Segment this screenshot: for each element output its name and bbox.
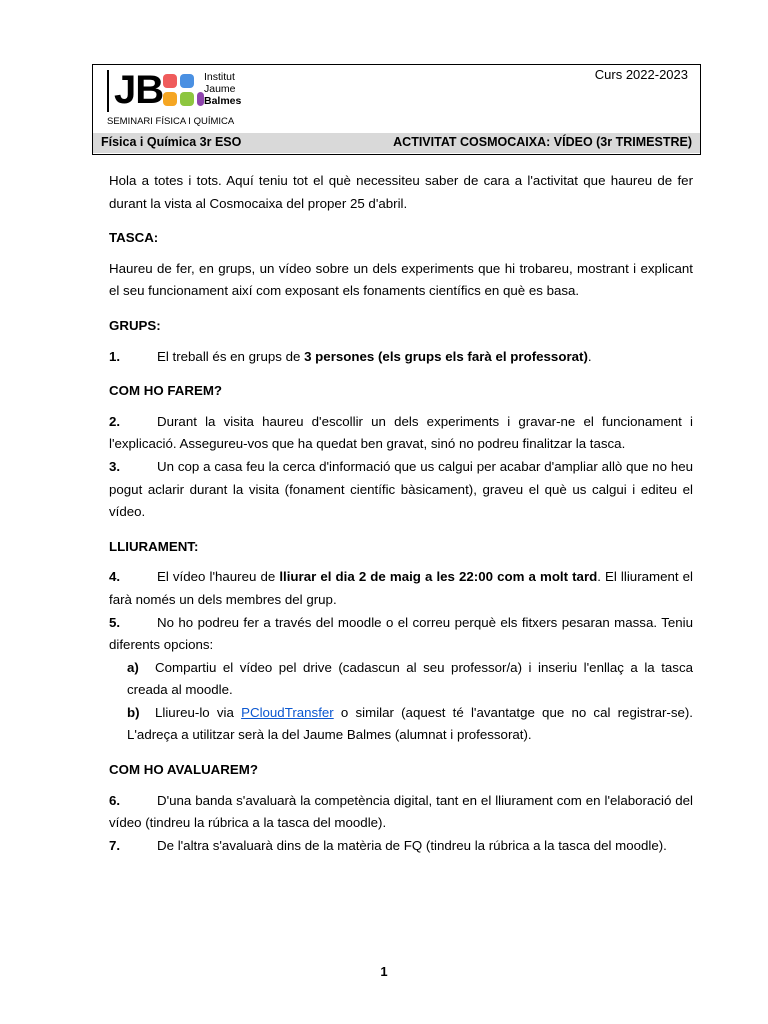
logo-line-institut: Institut bbox=[204, 71, 235, 83]
logo-jb-text: JB bbox=[114, 68, 164, 112]
list-number-4: 4. bbox=[109, 569, 121, 585]
list-number-2: 2. bbox=[109, 413, 121, 429]
logo-school-name bbox=[204, 71, 241, 107]
pcloudtransfer-link[interactable]: PCloudTransfer bbox=[241, 704, 334, 720]
document-header bbox=[92, 64, 701, 155]
school-logo bbox=[107, 70, 247, 112]
logo-line-jaume: Jaume bbox=[204, 83, 236, 95]
activity-title: ACTIVITAT COSMOCAIXA: VÍDEO (3r TRIMESTRE) bbox=[393, 135, 692, 149]
logo-bar bbox=[107, 70, 109, 112]
sub-item-a bbox=[109, 657, 693, 702]
intro-paragraph: Hola a totes i tots. Aquí teniu tot el què necessiteu saber de cara a l'activitat que haureu de fer durant la vista al Cosmocaixa del proper 25 d'abril. bbox=[109, 173, 693, 211]
tasca-heading: TASCA: bbox=[109, 230, 159, 246]
item-6-text: D'una banda s'avaluarà la competència digital, tant en el lliurament com en l'elaboració del vídeo (tindreu la rúbrica a la tasca del moodle). bbox=[109, 792, 693, 831]
item-4-bold: lliurar el dia 2 de maig a les 22:00 com a molt tard bbox=[279, 569, 598, 585]
header-subject-row bbox=[93, 133, 700, 153]
item-4-post: . El lliurament el farà només un dels membres del grup. bbox=[109, 569, 693, 607]
list-number-6: 6. bbox=[109, 792, 121, 808]
list-number-3: 3. bbox=[109, 458, 121, 474]
sub-item-b-post: o similar (aquest té l'avantatge que no cal registrar-se). L'adreça a utilitzar serà la del Jaume Balmes (alumnat i professorat). bbox=[127, 704, 693, 743]
sub-label-b: b) bbox=[127, 704, 140, 720]
item-5-text: No ho podreu fer a través del moodle o el correu perquè els fitxers pesaran massa. Teniu diferents opcions: bbox=[109, 614, 693, 653]
item-1-text: El treball és en grups de bbox=[157, 348, 305, 364]
list-number-1: 1. bbox=[109, 348, 121, 364]
document-body bbox=[109, 170, 693, 857]
department-label: SEMINARI FÍSICA I QUÍMICA bbox=[107, 116, 235, 127]
logo-square-orange bbox=[163, 92, 177, 106]
lliurament-heading: LLIURAMENT: bbox=[109, 538, 199, 554]
tasca-paragraph: Haureu de fer, en grups, un vídeo sobre un dels experiments que hi trobareu, mostrant i explicant el seu funcionament així com exposant els fonaments científics en què es basa. bbox=[109, 260, 693, 299]
sub-label-a: a) bbox=[127, 659, 139, 675]
item-1-post: . bbox=[587, 348, 592, 364]
sub-item-a-text: Compartiu el vídeo pel drive (cadascun al seu professor/a) i inseriu l'enllaç a la tasca creada al moodle. bbox=[127, 659, 693, 698]
logo-square-purple bbox=[197, 92, 204, 106]
list-item-5 bbox=[109, 612, 693, 657]
header-top-row bbox=[93, 65, 700, 134]
grups-heading: GRUPS: bbox=[109, 317, 161, 333]
list-item-3 bbox=[109, 456, 693, 524]
sub-item-b-pre: Lliureu-lo via bbox=[155, 704, 242, 720]
list-item-7 bbox=[109, 835, 693, 858]
page-number: 1 bbox=[380, 964, 388, 979]
list-item-4 bbox=[109, 566, 693, 611]
logo-line-balmes: Balmes bbox=[204, 95, 242, 107]
item-7-text: De l'altra s'avaluarà dins de la matèria de FQ (tindreu la rúbrica a la tasca del moodle). bbox=[157, 837, 667, 853]
list-item-1 bbox=[109, 346, 693, 369]
logo-square-red bbox=[163, 74, 177, 88]
school-year: Curs 2022-2023 bbox=[594, 67, 688, 82]
list-number-5: 5. bbox=[109, 614, 121, 630]
farem-heading: COM HO FAREM? bbox=[109, 383, 223, 399]
sub-item-b bbox=[109, 702, 693, 747]
logo-square-green bbox=[180, 92, 194, 106]
list-item-6 bbox=[109, 790, 693, 835]
logo-square-blue bbox=[180, 74, 194, 88]
item-3-text: Un cop a casa feu la cerca d'informació que us calgui per acabar d'ampliar allò que no heu pogut aclarir durant la visita (fonament científic bàsicament), graveu el què us calgui i editeu el vídeo. bbox=[109, 458, 693, 520]
item-4-text: El vídeo l'haureu de bbox=[157, 569, 280, 585]
subject-label: Física i Química 3r ESO bbox=[101, 135, 242, 149]
avaluarem-heading: COM HO AVALUAREM? bbox=[109, 762, 258, 778]
item-2-text: Durant la visita haureu d'escollir un dels experiments i gravar-ne el funcionament i l'explicació. Assegureu-vos que ha quedat ben gravat, sinó no podreu finalitzar la tasca. bbox=[109, 413, 693, 452]
list-item-2 bbox=[109, 411, 693, 456]
item-1-bold: 3 persones (els grups els farà el professorat) bbox=[304, 348, 588, 364]
list-number-7: 7. bbox=[109, 837, 121, 853]
